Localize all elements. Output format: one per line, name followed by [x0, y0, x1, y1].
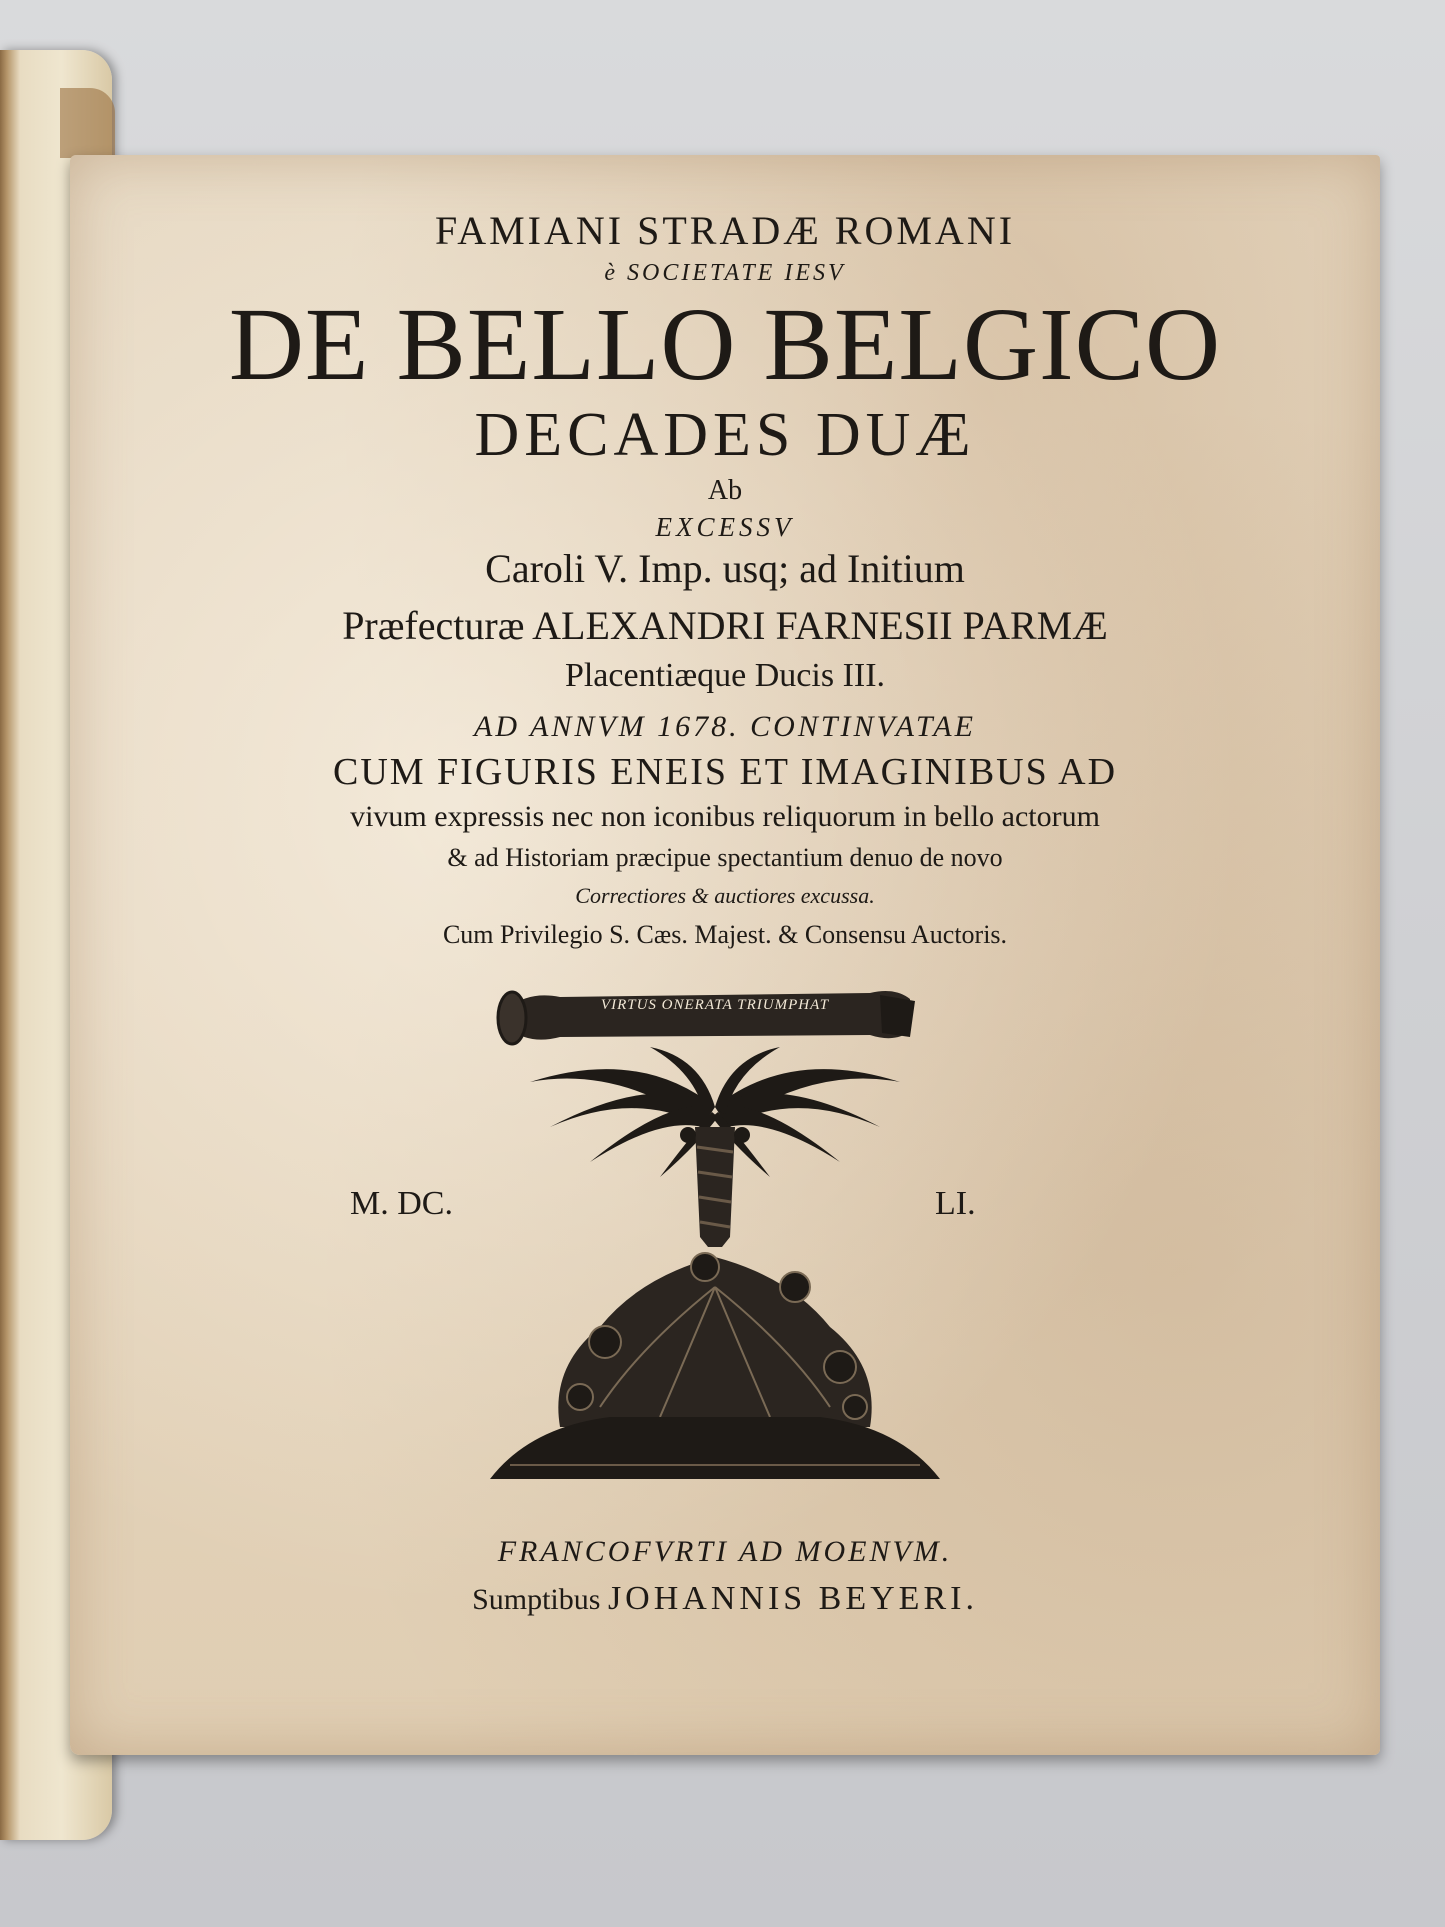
line-figuris: CUM FIGURIS ENEIS ET IMAGINIBUS AD: [332, 751, 1118, 793]
line-annum: AD ANNVM 1678. CONTINVATAE: [474, 710, 976, 743]
imprint-year-left: M. DC.: [350, 1185, 453, 1222]
book-subtitle: DECADES DUÆ: [474, 401, 976, 469]
book-cover-corner: [60, 88, 115, 158]
line-excessu: EXCESSV: [655, 512, 795, 542]
printer-device-woodcut: [490, 987, 940, 1487]
palm-tree-icon: [490, 987, 940, 1487]
line-caroli: Caroli V. Imp. usq; ad Initium: [485, 546, 965, 591]
imprint-year-right: LI.: [935, 1185, 976, 1222]
line-praefecturae: Præfecturæ ALEXANDRI FARNESII PARMÆ: [342, 603, 1108, 648]
line-historiam: & ad Historiam præcipue spectantium denuo de novo: [447, 843, 1003, 872]
imprint-city: FRANCOFVRTI AD MOENVM.: [497, 1535, 953, 1568]
line-placentiae: Placentiæque Ducis III.: [564, 657, 886, 694]
line-vivum: vivum expressis nec non iconibus reliquorum in bello actorum: [350, 800, 1100, 833]
book-title: DE BELLO BELGICO: [228, 287, 1222, 402]
ground-mound: [490, 1417, 940, 1479]
line-ab: Ab: [707, 475, 743, 506]
imprint-publisher-line: [70, 1580, 1380, 1618]
title-page: [70, 155, 1380, 1755]
rose-bush: [558, 1253, 871, 1427]
society-line: è SOCIETATE IESV: [604, 260, 846, 286]
author-line: FAMIANI STRADÆ ROMANI: [434, 208, 1016, 253]
publisher-name: JOHANNIS BEYERI.: [607, 1580, 978, 1617]
line-correctiores: Correctiores & auctiores excussa.: [575, 883, 875, 908]
line-privilegio: Cum Privilegio S. Cæs. Majest. & Consensu Auctoris.: [442, 920, 1008, 949]
banner-motto: VIRTUS ONERATA TRIUMPHAT: [600, 997, 830, 1013]
sumptibus-label: Sumptibus: [472, 1583, 601, 1616]
